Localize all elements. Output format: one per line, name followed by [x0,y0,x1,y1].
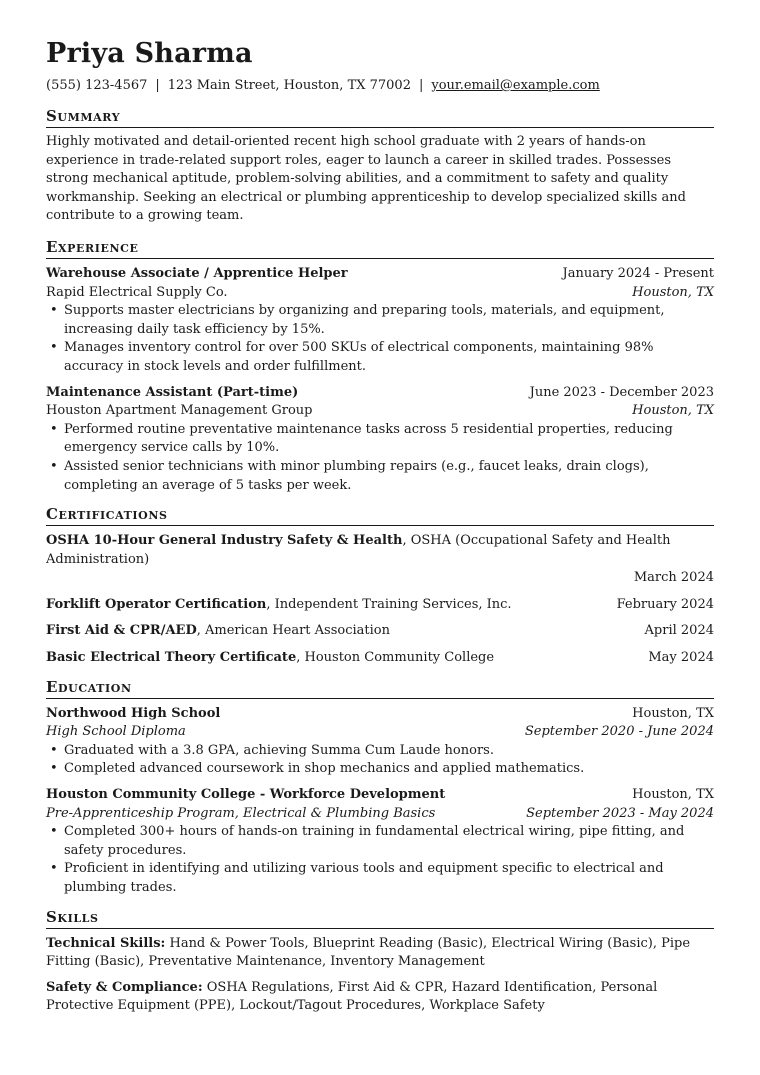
education-bullet: • Completed 300+ hours of hands-on training in fundamental electrical wiring, pipe fitting, and safety procedures. [46,823,714,860]
certification-issuer: , Independent Training Services, Inc. [266,596,512,612]
job-entry [46,265,714,377]
certifications-heading: Certifications [46,505,714,526]
certification-name: OSHA 10-Hour General Industry Safety & Health [46,533,403,549]
education-bullet: • Proficient in identifying and utilizing various tools and equipment specific to electrical and plumbing trades. [46,860,714,897]
certification-issuer: , American Heart Association [196,623,390,639]
skills-heading: Skills [46,908,714,929]
skills-group-text: Hand & Power Tools, Blueprint Reading (Basic), Electrical Wiring (Basic), Pipe Fitting (Basic), Preventative Maintenance, Inventory Management [46,935,691,970]
job-bullet: • Manages inventory control for over 500 SKUs of electrical components, maintaining 98% accuracy in stock levels and order fulfillment. [46,339,714,376]
email-link[interactable]: your.email@example.com [431,78,600,93]
certification-entry [46,622,714,641]
job-title: Warehouse Associate / Apprentice Helper [46,265,348,281]
job-title: Maintenance Assistant (Part-time) [46,384,299,400]
resume-page [46,38,714,1016]
certification-date: May 2024 [648,650,714,666]
school-dates: September 2023 - May 2024 [526,805,714,821]
certification-issuer: , OSHA (Occupational Safety and Health Administration) [46,533,671,567]
job-bullet: • Performed routine preventative maintenance tasks across 5 residential properties, reducing emergency service calls by 10%. [46,421,714,458]
certification-name: First Aid & CPR/AED [46,623,197,639]
education-bullet: • Graduated with a 3.8 GPA, achieving Summa Cum Laude honors. [46,742,714,761]
job-bullet: • Supports master electricians by organizing and preparing tools, materials, and equipment, increasing daily task efficiency by 15%. [46,302,714,339]
education-entry [46,786,714,898]
certification-entry [46,596,714,615]
phone-number: (555) 123-4567 [46,78,148,93]
certification-date: February 2024 [616,596,714,612]
job-bullet: • Assisted senior technicians with minor plumbing repairs (e.g., faucet leaks, drain clogs), completing an average of 5 tasks per week. [46,458,714,495]
school-location: Houston, TX [632,705,714,721]
contact-line [46,77,714,95]
certification-entry [46,649,714,668]
skills-group-text: OSHA Regulations, First Aid & CPR, Hazard Identification, Personal Protective Equipment (PPE), Lockout/Tagout Procedures, Workplace Safety [46,979,658,1014]
contact-separator: | [418,78,424,93]
certification-name: Forklift Operator Certification [46,596,267,612]
certification-name: Basic Electrical Theory Certificate [46,650,297,666]
experience-heading: Experience [46,238,714,259]
summary-heading: Summary [46,107,714,128]
school-program: Pre-Apprenticeship Program, Electrical & Plumbing Basics [46,805,436,821]
job-entry [46,384,714,496]
skills-group-label: Technical Skills: [46,935,166,951]
skills-group [46,979,714,1016]
school-dates: September 2020 - June 2024 [524,724,714,740]
education-heading: Education [46,678,714,699]
skills-group [46,935,714,972]
education-entry [46,705,714,779]
job-company: Houston Apartment Management Group [46,403,313,419]
job-dates: June 2023 - December 2023 [529,384,714,400]
contact-separator: | [155,78,160,93]
job-location: Houston, TX [632,284,714,300]
certification-date: April 2024 [644,623,714,639]
education-bullet: • Completed advanced coursework in shop mechanics and applied mathematics. [46,760,714,779]
resume-name: Priya Sharma [46,38,253,69]
school-program: High School Diploma [46,724,186,740]
certification-issuer: , Houston Community College [296,650,495,666]
street-address: 123 Main Street, Houston, TX 77002 [167,78,411,93]
job-location: Houston, TX [632,403,714,419]
skills-group-label: Safety & Compliance: [46,979,203,995]
job-dates: January 2024 - Present [562,265,714,281]
certification-entry [46,532,714,588]
school-location: Houston, TX [632,787,714,803]
job-company: Rapid Electrical Supply Co. [46,284,228,300]
summary-text: Highly motivated and detail-oriented recent high school graduate with 2 years of hands-on experience in trade-related support roles, eager to launch a career in skilled trades. Possesses strong mechanical aptitude, problem-solving abilities, and a commitment to safety and quality workmanship. Seeking an electrical or plumbing apprenticeship to develop specialized skills and contribute to a growing team. [46,134,686,224]
school-name: Houston Community College - Workforce Development [46,787,446,803]
certification-date: March 2024 [633,570,714,586]
school-name: Northwood High School [46,705,221,721]
